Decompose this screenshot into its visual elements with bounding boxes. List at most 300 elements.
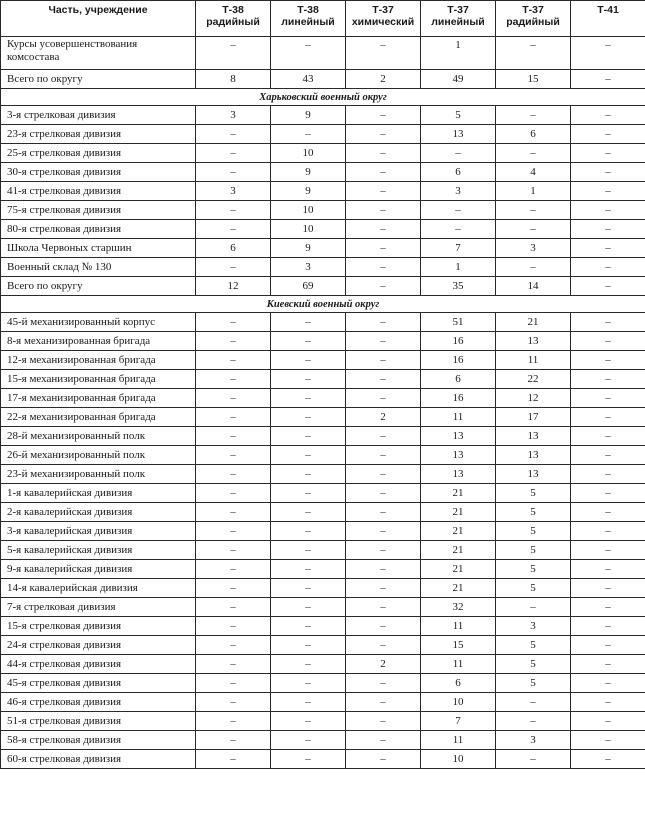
value-cell: – [196, 370, 271, 389]
value-cell: 13 [421, 446, 496, 465]
value-cell: – [196, 484, 271, 503]
value-cell: – [496, 201, 571, 220]
value-cell: – [346, 144, 421, 163]
table-row [1, 598, 645, 617]
unit-name-cell: 75-я стрелковая дивизия [1, 201, 196, 220]
value-cell: – [346, 313, 421, 332]
unit-name-cell: 41-я стрелковая дивизия [1, 182, 196, 201]
unit-name-cell: 1-я кавалерийская дивизия [1, 484, 196, 503]
value-cell: 6 [496, 125, 571, 144]
value-cell: 13 [496, 446, 571, 465]
value-cell: 6 [421, 674, 496, 693]
value-cell: 5 [421, 106, 496, 125]
table-row [1, 465, 645, 484]
value-cell: – [496, 106, 571, 125]
value-cell: 21 [421, 522, 496, 541]
section-header-row [1, 89, 645, 106]
value-cell: – [196, 313, 271, 332]
value-cell: – [196, 522, 271, 541]
value-cell: – [571, 37, 645, 70]
value-cell: – [196, 693, 271, 712]
unit-name-cell: 9-я кавалерийская дивизия [1, 560, 196, 579]
value-cell: 43 [271, 70, 346, 89]
value-cell: – [421, 201, 496, 220]
table-row [1, 220, 645, 239]
value-cell: – [196, 598, 271, 617]
value-cell: 6 [421, 163, 496, 182]
value-cell: – [571, 125, 645, 144]
value-cell: – [271, 313, 346, 332]
table-row [1, 655, 645, 674]
value-cell: 11 [421, 408, 496, 427]
value-cell: – [421, 144, 496, 163]
value-cell: 3 [271, 258, 346, 277]
value-cell: 14 [496, 277, 571, 296]
value-cell: – [271, 503, 346, 522]
value-cell: 13 [496, 427, 571, 446]
header-t38-line: Т-38 линейный [271, 1, 346, 37]
value-cell: 15 [421, 636, 496, 655]
table-row [1, 693, 645, 712]
value-cell: 2 [346, 655, 421, 674]
value-cell: – [571, 239, 645, 258]
table-row [1, 731, 645, 750]
value-cell: – [346, 712, 421, 731]
unit-name-cell: 8-я механизированная бригада [1, 332, 196, 351]
header-t37-radio: Т-37 радийный [496, 1, 571, 37]
value-cell: – [346, 674, 421, 693]
value-cell: – [346, 239, 421, 258]
unit-name-cell: 15-я стрелковая дивизия [1, 617, 196, 636]
value-cell: – [346, 446, 421, 465]
unit-name-cell: 3-я стрелковая дивизия [1, 106, 196, 125]
value-cell: – [571, 750, 645, 769]
value-cell: 3 [196, 182, 271, 201]
table-row [1, 277, 645, 296]
value-cell: – [571, 427, 645, 446]
value-cell: – [571, 182, 645, 201]
value-cell: – [271, 446, 346, 465]
value-cell: – [346, 541, 421, 560]
value-cell: 5 [496, 579, 571, 598]
value-cell: – [571, 220, 645, 239]
value-cell: 35 [421, 277, 496, 296]
value-cell: 5 [496, 560, 571, 579]
value-cell: 11 [421, 731, 496, 750]
unit-name-cell: 3-я кавалерийская дивизия [1, 522, 196, 541]
value-cell: – [346, 598, 421, 617]
value-cell: 7 [421, 239, 496, 258]
table-row [1, 37, 645, 70]
table-body [1, 37, 645, 769]
value-cell: – [271, 541, 346, 560]
value-cell: – [346, 693, 421, 712]
value-cell: – [346, 427, 421, 446]
table-row [1, 332, 645, 351]
unit-name-cell: 60-я стрелковая дивизия [1, 750, 196, 769]
value-cell: – [271, 655, 346, 674]
value-cell: – [496, 220, 571, 239]
value-cell: – [271, 125, 346, 144]
value-cell: – [571, 655, 645, 674]
value-cell: – [346, 522, 421, 541]
unit-name-cell: 23-я стрелковая дивизия [1, 125, 196, 144]
value-cell: – [571, 636, 645, 655]
value-cell: – [271, 674, 346, 693]
value-cell: – [196, 636, 271, 655]
value-cell: – [346, 201, 421, 220]
table-row [1, 674, 645, 693]
value-cell: – [571, 258, 645, 277]
value-cell: 10 [421, 693, 496, 712]
value-cell: – [196, 389, 271, 408]
value-cell: – [346, 579, 421, 598]
unit-name-cell: 7-я стрелковая дивизия [1, 598, 196, 617]
table-row [1, 427, 645, 446]
unit-name-cell: 51-я стрелковая дивизия [1, 712, 196, 731]
value-cell: – [571, 351, 645, 370]
value-cell: – [571, 693, 645, 712]
value-cell: 13 [496, 465, 571, 484]
value-cell: – [571, 617, 645, 636]
value-cell: 69 [271, 277, 346, 296]
value-cell: 5 [496, 503, 571, 522]
value-cell: – [271, 522, 346, 541]
table-row [1, 370, 645, 389]
table-row [1, 617, 645, 636]
value-cell: 16 [421, 389, 496, 408]
unit-name-cell: Военный склад № 130 [1, 258, 196, 277]
unit-name-cell: 12-я механизированная бригада [1, 351, 196, 370]
unit-name-cell: 30-я стрелковая дивизия [1, 163, 196, 182]
value-cell: – [196, 617, 271, 636]
value-cell: – [346, 731, 421, 750]
table-row [1, 560, 645, 579]
unit-name-cell: 24-я стрелковая дивизия [1, 636, 196, 655]
value-cell: – [346, 636, 421, 655]
value-cell: 11 [421, 655, 496, 674]
value-cell: 11 [496, 351, 571, 370]
value-cell: – [346, 389, 421, 408]
table-row [1, 125, 645, 144]
value-cell: 5 [496, 674, 571, 693]
value-cell: – [571, 144, 645, 163]
value-cell: – [496, 750, 571, 769]
value-cell: – [346, 125, 421, 144]
value-cell: – [271, 712, 346, 731]
value-cell: – [271, 598, 346, 617]
value-cell: – [496, 37, 571, 70]
value-cell: – [346, 560, 421, 579]
table-row [1, 258, 645, 277]
value-cell: – [196, 163, 271, 182]
unit-name-cell: 58-я стрелковая дивизия [1, 731, 196, 750]
unit-name-cell: 14-я кавалерийская дивизия [1, 579, 196, 598]
table-row [1, 712, 645, 731]
value-cell: 15 [496, 70, 571, 89]
value-cell: – [346, 370, 421, 389]
table-row [1, 522, 645, 541]
value-cell: 10 [271, 144, 346, 163]
value-cell: – [571, 674, 645, 693]
value-cell: – [196, 446, 271, 465]
value-cell: – [271, 617, 346, 636]
value-cell: 32 [421, 598, 496, 617]
value-cell: – [346, 617, 421, 636]
value-cell: – [571, 201, 645, 220]
value-cell: – [571, 408, 645, 427]
value-cell: – [196, 503, 271, 522]
unit-name-cell: 15-я механизированная бригада [1, 370, 196, 389]
unit-name-cell: 22-я механизированная бригада [1, 408, 196, 427]
unit-name-cell: 45-й механизированный корпус [1, 313, 196, 332]
value-cell: – [196, 201, 271, 220]
value-cell: 3 [496, 731, 571, 750]
value-cell: – [571, 731, 645, 750]
value-cell: – [196, 560, 271, 579]
table-row [1, 750, 645, 769]
value-cell: – [571, 370, 645, 389]
value-cell: 6 [196, 239, 271, 258]
table-row [1, 70, 645, 89]
value-cell: – [196, 125, 271, 144]
value-cell: 11 [421, 617, 496, 636]
table-row [1, 313, 645, 332]
value-cell: – [346, 351, 421, 370]
unit-name-cell: Курсы усовершенствования комсостава [1, 37, 196, 70]
value-cell: – [271, 750, 346, 769]
value-cell: – [346, 106, 421, 125]
section-header-row [1, 296, 645, 313]
table-row [1, 541, 645, 560]
unit-name-cell: 26-й механизированный полк [1, 446, 196, 465]
value-cell: – [196, 408, 271, 427]
table-row [1, 636, 645, 655]
value-cell: – [571, 446, 645, 465]
value-cell: – [346, 37, 421, 70]
table-row [1, 106, 645, 125]
value-cell: 13 [421, 427, 496, 446]
table-row [1, 579, 645, 598]
value-cell: – [346, 182, 421, 201]
value-cell: – [571, 541, 645, 560]
value-cell: – [496, 258, 571, 277]
value-cell: – [571, 522, 645, 541]
value-cell: 5 [496, 522, 571, 541]
value-cell: 5 [496, 655, 571, 674]
value-cell: 2 [346, 408, 421, 427]
value-cell: – [421, 220, 496, 239]
value-cell: – [346, 750, 421, 769]
value-cell: – [271, 579, 346, 598]
value-cell: – [346, 220, 421, 239]
value-cell: 49 [421, 70, 496, 89]
value-cell: 6 [421, 370, 496, 389]
value-cell: – [571, 163, 645, 182]
unit-name-cell: Всего по округу [1, 277, 196, 296]
value-cell: 9 [271, 182, 346, 201]
value-cell: – [196, 351, 271, 370]
value-cell: 9 [271, 106, 346, 125]
value-cell: – [496, 598, 571, 617]
value-cell: – [196, 427, 271, 446]
unit-name-cell: 46-я стрелковая дивизия [1, 693, 196, 712]
value-cell: 9 [271, 163, 346, 182]
unit-name-cell: 44-я стрелковая дивизия [1, 655, 196, 674]
header-t37-line: Т-37 линейный [421, 1, 496, 37]
value-cell: – [571, 484, 645, 503]
value-cell: – [571, 313, 645, 332]
value-cell: 5 [496, 484, 571, 503]
value-cell: 21 [421, 503, 496, 522]
value-cell: – [271, 484, 346, 503]
value-cell: – [571, 712, 645, 731]
value-cell: 21 [421, 560, 496, 579]
value-cell: 12 [196, 277, 271, 296]
value-cell: – [346, 258, 421, 277]
value-cell: 10 [271, 201, 346, 220]
value-cell: – [571, 465, 645, 484]
value-cell: – [196, 220, 271, 239]
unit-name-cell: 25-я стрелковая дивизия [1, 144, 196, 163]
value-cell: 12 [496, 389, 571, 408]
value-cell: – [196, 712, 271, 731]
table-row [1, 239, 645, 258]
value-cell: – [571, 579, 645, 598]
value-cell: – [271, 351, 346, 370]
table-row [1, 503, 645, 522]
value-cell: – [271, 389, 346, 408]
value-cell: 3 [196, 106, 271, 125]
unit-name-cell: 2-я кавалерийская дивизия [1, 503, 196, 522]
value-cell: – [271, 693, 346, 712]
value-cell: – [571, 332, 645, 351]
value-cell: 13 [496, 332, 571, 351]
table-row [1, 446, 645, 465]
value-cell: – [271, 332, 346, 351]
value-cell: 3 [496, 617, 571, 636]
value-cell: – [571, 503, 645, 522]
value-cell: – [271, 560, 346, 579]
value-cell: – [271, 636, 346, 655]
value-cell: – [196, 674, 271, 693]
table-row [1, 182, 645, 201]
value-cell: – [346, 277, 421, 296]
value-cell: 16 [421, 332, 496, 351]
section-title: Харьковский военный округ [1, 89, 645, 106]
value-cell: 21 [421, 579, 496, 598]
table-row [1, 389, 645, 408]
value-cell: – [346, 163, 421, 182]
value-cell: – [271, 427, 346, 446]
value-cell: – [571, 560, 645, 579]
value-cell: 21 [496, 313, 571, 332]
value-cell: – [346, 465, 421, 484]
value-cell: 5 [496, 541, 571, 560]
value-cell: – [571, 70, 645, 89]
value-cell: – [196, 541, 271, 560]
value-cell: – [496, 712, 571, 731]
unit-name-cell: Школа Червоных старшин [1, 239, 196, 258]
value-cell: – [271, 408, 346, 427]
value-cell: – [571, 106, 645, 125]
value-cell: – [571, 598, 645, 617]
value-cell: 1 [421, 37, 496, 70]
value-cell: – [271, 37, 346, 70]
value-cell: 2 [346, 70, 421, 89]
value-cell: 21 [421, 541, 496, 560]
header-t41: Т-41 [571, 1, 645, 37]
value-cell: – [496, 144, 571, 163]
value-cell: – [196, 332, 271, 351]
unit-name-cell: 23-й механизированный полк [1, 465, 196, 484]
value-cell: – [271, 731, 346, 750]
value-cell: – [196, 579, 271, 598]
value-cell: 13 [421, 125, 496, 144]
value-cell: 10 [421, 750, 496, 769]
value-cell: – [196, 731, 271, 750]
value-cell: – [571, 389, 645, 408]
table-row [1, 351, 645, 370]
value-cell: – [346, 484, 421, 503]
value-cell: – [496, 693, 571, 712]
value-cell: – [571, 277, 645, 296]
header-unit: Часть, учреждение [1, 1, 196, 37]
value-cell: 8 [196, 70, 271, 89]
table-row [1, 163, 645, 182]
table-row [1, 408, 645, 427]
unit-name-cell: 80-я стрелковая дивизия [1, 220, 196, 239]
value-cell: 22 [496, 370, 571, 389]
section-title: Киевский военный округ [1, 296, 645, 313]
unit-name-cell: Всего по округу [1, 70, 196, 89]
value-cell: 3 [421, 182, 496, 201]
unit-name-cell: 28-й механизированный полк [1, 427, 196, 446]
value-cell: – [346, 332, 421, 351]
value-cell: 51 [421, 313, 496, 332]
value-cell: 9 [271, 239, 346, 258]
value-cell: 13 [421, 465, 496, 484]
header-t37-chem: Т-37 химический [346, 1, 421, 37]
value-cell: – [346, 503, 421, 522]
value-cell: 1 [496, 182, 571, 201]
value-cell: – [196, 37, 271, 70]
value-cell: 10 [271, 220, 346, 239]
unit-name-cell: 17-я механизированная бригада [1, 389, 196, 408]
value-cell: 16 [421, 351, 496, 370]
value-cell: – [196, 258, 271, 277]
value-cell: 1 [421, 258, 496, 277]
value-cell: 3 [496, 239, 571, 258]
value-cell: – [196, 144, 271, 163]
value-cell: – [271, 465, 346, 484]
value-cell: – [196, 750, 271, 769]
header-t38-radio: Т-38 радийный [196, 1, 271, 37]
value-cell: 7 [421, 712, 496, 731]
table-row [1, 484, 645, 503]
header-row [1, 1, 645, 37]
value-cell: 17 [496, 408, 571, 427]
table-row [1, 201, 645, 220]
value-cell: 5 [496, 636, 571, 655]
value-cell: – [196, 465, 271, 484]
unit-name-cell: 45-я стрелковая дивизия [1, 674, 196, 693]
table-row [1, 144, 645, 163]
value-cell: 21 [421, 484, 496, 503]
value-cell: 4 [496, 163, 571, 182]
unit-name-cell: 5-я кавалерийская дивизия [1, 541, 196, 560]
value-cell: – [196, 655, 271, 674]
